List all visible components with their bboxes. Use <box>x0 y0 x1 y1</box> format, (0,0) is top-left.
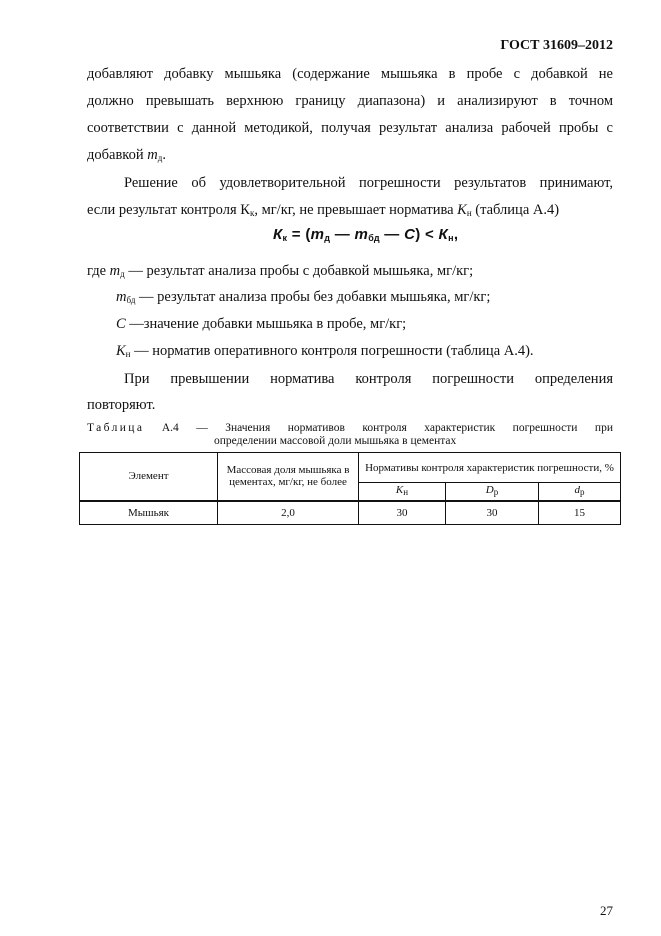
paragraph-line: повторяют. <box>87 397 156 413</box>
header-mass: Массовая доля мышьяка в цементах, мг/кг, не более <box>218 453 359 501</box>
cell-element: Мышьяк <box>80 501 218 525</box>
where-item: $К_н$ — норматив оперативного контроля погрешности (таблица А.4). <box>116 343 534 359</box>
cell-dp: 30 <box>446 501 539 525</box>
caption-line: Таблица А.4 — Значения нормативов контроля характеристик погрешности при <box>87 422 613 434</box>
control-formula: $К_к = (m_д$ — $m_{бд}$ — $C) < К_н$, <box>273 226 459 243</box>
where-item: $m_{бд}$ — результат анализа пробы без добавки мышьяка, мг/кг; <box>116 289 491 305</box>
table-caption <box>87 422 613 448</box>
caption-line: определении массовой доли мышьяка в цементах <box>214 435 457 447</box>
paragraph-line: добавляют добавку мышьяка (содержание мышьяка в пробе с добавкой не <box>87 66 613 82</box>
paragraph-line: соответствии с данной методикой, получая результат анализа рабочей пробы с <box>87 120 613 136</box>
paragraph-line: Решение об удовлетворительной погрешности результатов принимают, <box>124 175 613 191</box>
where-item: где $m_д$ — результат анализа пробы с добавкой мышьяка, мг/кг; <box>87 263 474 279</box>
paragraph-line: добавкой $m_д$. <box>87 147 166 163</box>
cell-kn: 30 <box>359 501 446 525</box>
where-item: C —значение добавки мышьяка в пробе, мг/кг; <box>116 316 407 332</box>
header-dp-lower: $d_р$ <box>539 483 621 501</box>
document-id-header: ГОСТ 31609–2012 <box>500 38 613 53</box>
header-kn: $К_н$ <box>359 483 446 501</box>
norms-table <box>79 452 621 525</box>
cell-mass: 2,0 <box>218 501 359 525</box>
header-norms: Нормативы контроля характеристик погрешности, % <box>359 453 621 483</box>
paragraph-line: если результат контроля $К_к$, мг/кг, не превышает норматива $К_н$ (таблица А.4) <box>87 202 560 218</box>
header-element: Элемент <box>80 453 218 501</box>
cell-dp-lower: 15 <box>539 501 621 525</box>
paragraph-line: должно превышать верхнюю границу диапазона) и анализируют в точном <box>87 93 613 109</box>
table-row <box>80 501 621 525</box>
page-number: 27 <box>600 903 613 918</box>
header-dp: $D_р$ <box>446 483 539 501</box>
paragraph-line: При превышении норматива контроля погрешности определения <box>124 371 613 387</box>
